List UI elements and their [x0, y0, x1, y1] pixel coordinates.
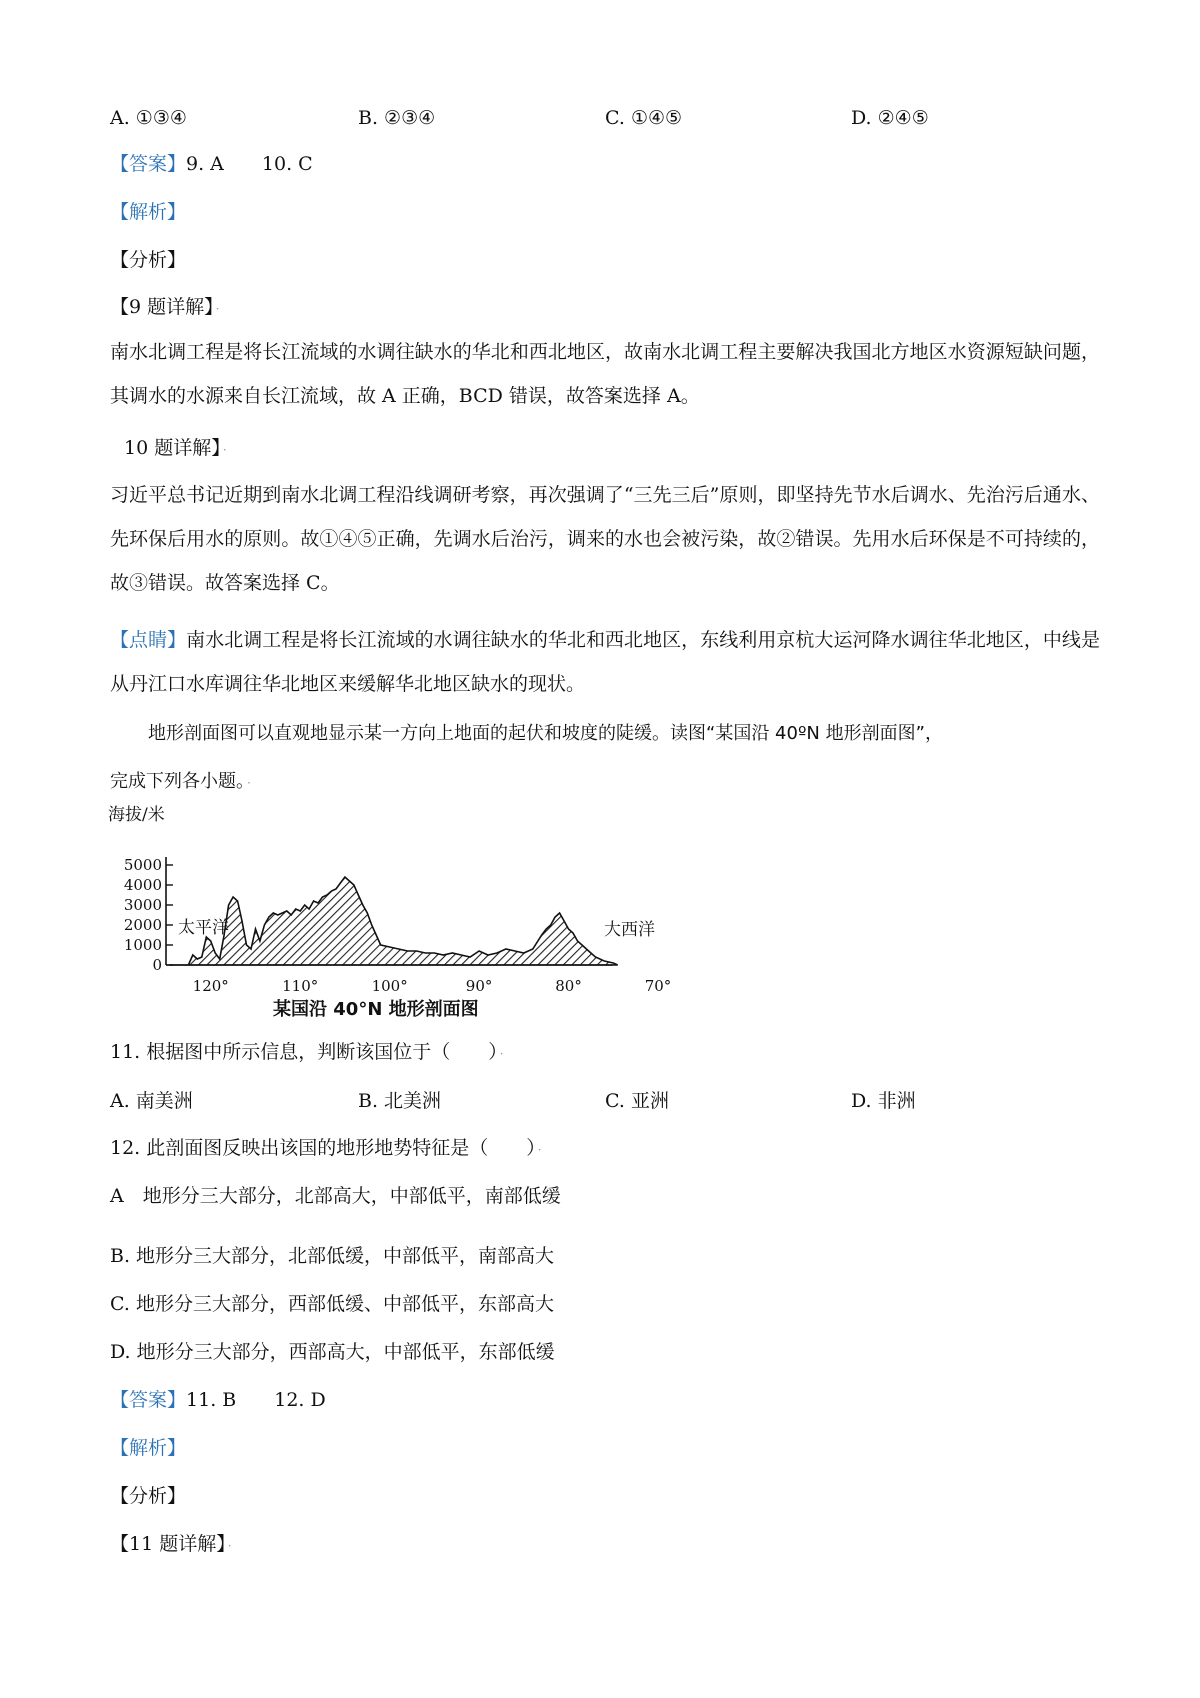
dianjing-tag: 【点睛】	[110, 629, 187, 651]
q10-detail-body: 习近平总书记近期到南水北调工程沿线调研考察，再次强调了“三先三后”原则，即坚持先节水后调水、先治污后通水、先环保后用水的原则。故①④⑤正确，先调水后治污，调来的水也会被污染，故②错误。先用水后环保是不可持续的，故③错误。故答案选择 C。	[110, 484, 1100, 594]
y-tick-label-3000: 3000	[123, 896, 162, 914]
intro-line-2: 完成下列各小题。 ·	[110, 771, 251, 792]
answer-line-2	[110, 1386, 326, 1414]
analysis-tag-2: 【解析】	[110, 1437, 187, 1459]
fenxi-tag: 【分析】	[110, 249, 187, 271]
q11-option-b[interactable]: B. 北美洲	[358, 1090, 442, 1112]
q10-detail-heading: 10 题详解】 ·	[124, 437, 227, 459]
y-tick-label-0: 0	[152, 956, 162, 974]
answer-tag-2: 【答案】	[110, 1389, 187, 1411]
terrain-profile-figure	[108, 800, 672, 1025]
x-tick-label-100: 100°	[371, 977, 408, 995]
q10-option-d[interactable]: D. ②④⑤	[851, 107, 929, 129]
dianjing-paragraph	[110, 618, 1100, 706]
terrain-profile-chart	[108, 800, 672, 1025]
annotation-pacific: 太平洋	[178, 918, 229, 938]
x-tick-label-120: 120°	[192, 977, 229, 995]
y-tick-label-1000: 1000	[123, 936, 162, 954]
q9-detail-heading: 【9 题详解】 ·	[110, 296, 220, 318]
q10-option-c[interactable]: C. ①④⑤	[605, 107, 683, 129]
q10-option-a[interactable]: A. ①③④	[110, 107, 187, 129]
terrain-area	[170, 877, 618, 965]
answer-text-2: 11. B 12. D	[186, 1389, 326, 1411]
q11-detail-heading: 【11 题详解】 ·	[110, 1533, 232, 1555]
analysis-tag: 【解析】	[110, 201, 187, 223]
y-axis-label: 海拔/米	[108, 805, 165, 825]
q12-stem: 12. 此剖面图反映出该国的地形地势特征是（ ） ·	[110, 1137, 542, 1159]
q11-option-d[interactable]: D. 非洲	[851, 1090, 916, 1112]
q12-option-d[interactable]: D. 地形分三大部分，西部高大，中部低平，东部低缓	[110, 1341, 555, 1363]
answer-tag: 【答案】	[110, 153, 187, 175]
fenxi-tag-2: 【分析】	[110, 1485, 187, 1507]
q12-option-a[interactable]: A 地形分三大部分，北部高大，中部低平，南部低缓	[110, 1185, 561, 1207]
y-tick-label-5000: 5000	[123, 856, 162, 874]
x-tick-label-110: 110°	[282, 977, 319, 995]
q12-option-c[interactable]: C. 地形分三大部分，西部低缓、中部低平，东部高大	[110, 1293, 554, 1315]
chart-title: 某国沿 40°N 地形剖面图	[273, 999, 479, 1020]
annotation-atlantic: 大西洋	[604, 920, 655, 940]
q9-detail-body: 南水北调工程是将长江流域的水调往缺水的华北和西北地区，故南水北调工程主要解决我国北方地区水资源短缺问题，其调水的水源来自长江流域，故 A 正确，BCD 错误，故答案选择 A。	[110, 341, 1100, 407]
dianjing-body: 南水北调工程是将长江流域的水调往缺水的华北和西北地区，东线利用京杭大运河降水调往华北地区，中线是从丹江口水库调往华北地区来缓解华北地区缺水的现状。	[110, 629, 1100, 695]
answer-text: 9. A 10. C	[186, 153, 313, 175]
y-tick-label-4000: 4000	[123, 876, 162, 894]
intro-line-1: 地形剖面图可以直观地显示某一方向上地面的起伏和坡度的陡缓。读图“某国沿 40ºN 地形剖面图”，	[148, 723, 943, 744]
q11-option-a[interactable]: A. 南美洲	[110, 1090, 193, 1112]
q11-option-c[interactable]: C. 亚洲	[605, 1090, 669, 1112]
answer-line-1	[110, 150, 313, 178]
q10-option-b[interactable]: B. ②③④	[358, 107, 436, 129]
x-tick-label-90: 90°	[465, 977, 493, 995]
y-tick-label-2000: 2000	[123, 916, 162, 934]
x-tick-label-80: 80°	[555, 977, 582, 995]
q12-option-b[interactable]: B. 地形分三大部分，北部低缓，中部低平，南部高大	[110, 1245, 555, 1267]
q11-stem: 11. 根据图中所示信息，判断该国位于（ ） ·	[110, 1041, 504, 1063]
x-tick-label-70: 70°	[644, 977, 672, 995]
